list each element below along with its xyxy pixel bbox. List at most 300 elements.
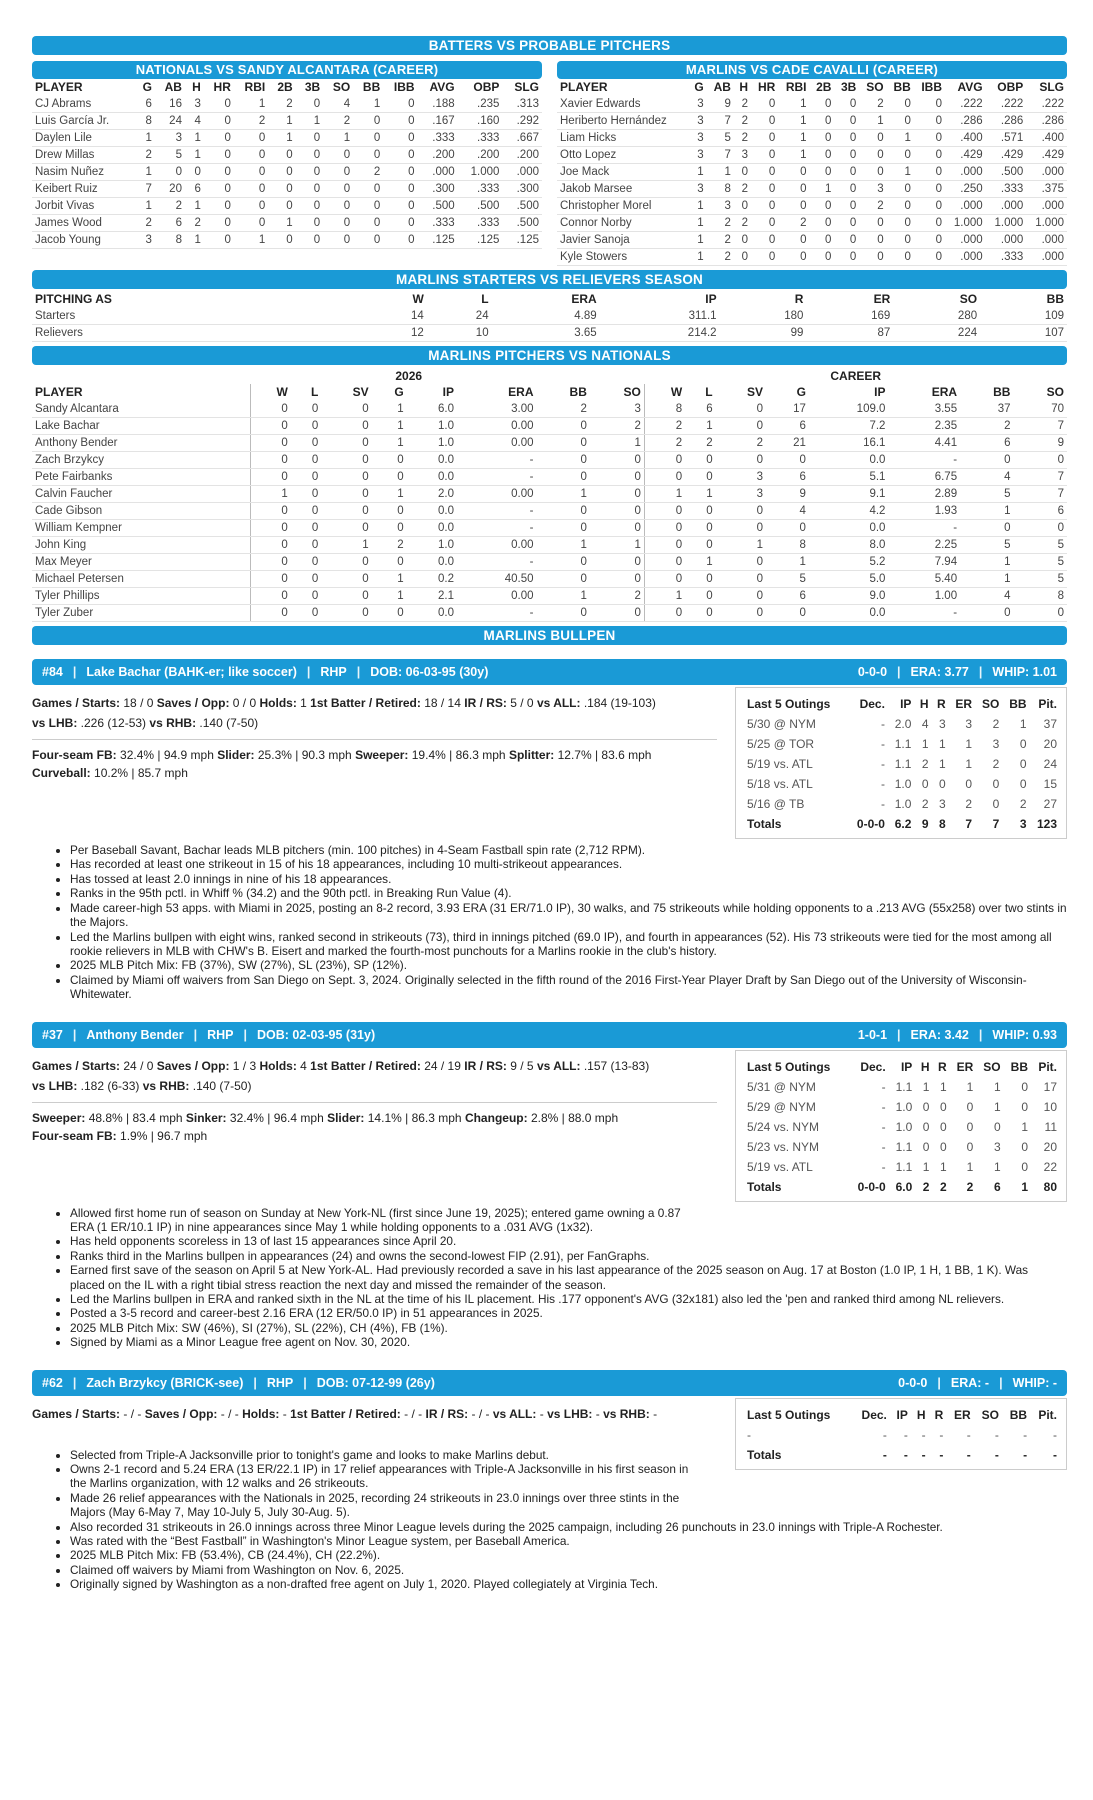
cell: 0 [291,588,322,605]
pitch-label: Curveball: [32,766,91,781]
cell: .333 [458,215,503,232]
cell: 0 [914,96,945,113]
cell: 1 [960,503,1013,520]
cell: 0 [734,249,751,266]
cell: 1 [185,198,204,215]
cell: CJ Abrams [32,96,135,113]
cell: 5/23 vs. NYM [747,1139,820,1154]
cell: .167 [418,113,458,130]
pitcher-row [32,418,1067,435]
cell: 0 [751,147,778,164]
cell: 8 [707,181,734,198]
section-header-starters-relievers: MARLINS STARTERS VS RELIEVERS SEASON [32,270,1067,289]
pitcher-name: Anthony Bender [86,1027,184,1042]
cell: 1.1 [895,1079,913,1094]
pitcher-card [32,1022,1067,1350]
cell: 2 [716,435,766,452]
cell: 8 [155,232,185,249]
cell: Anthony Bender [32,435,250,452]
cell: 0 [250,588,291,605]
cell: 0 [155,164,185,181]
cell: 0 [321,520,371,537]
divider: | [72,665,77,680]
divider: | [253,1375,257,1390]
cell: 0 [938,777,946,792]
note: • Claimed by Miami off waivers from San Diego on Sept. 3, 2024. Originally selected in the fifth round of the 2016 First-Year Player Draft by San Diego out of the University of Wisconsin-Whitewater. [70,973,1067,1002]
cell: 0 [291,554,322,571]
column-header: H [920,1059,930,1074]
column-header: ERA [508,385,534,400]
cell: 6 [766,588,809,605]
cell: - [457,520,537,537]
outing-row [744,1425,1060,1445]
column-header: BB [993,385,1011,400]
cell: 1 [321,537,371,554]
cell: 0 [965,777,973,792]
record: 0-0-0 [857,665,888,680]
cell: 1 [960,571,1013,588]
cell: 1 [537,588,590,605]
note: • Earned first save of the season on April 5 at New York-AL. Had previously recorded a save in his last appearance of the 2025 season on Aug. 17 at Boston (1.0 IP, 1 H, 1 BB, 1 K). Was placed on the IL with a right tibial stress reaction the next day and missed the remainder of the season. [70,1263,1067,1292]
cell: 5 [155,147,185,164]
cell: 0 [940,1119,947,1134]
cell: 0 [778,249,809,266]
cell: 1 [234,96,268,113]
cell: 4 [921,717,929,732]
cell: 0 [716,452,766,469]
cell: .250 [945,181,986,198]
cell: 1.000 [986,215,1027,232]
cell: .000 [1026,249,1067,266]
totals-row [744,1445,1060,1465]
cell: 0 [685,571,716,588]
cell: 0 [590,554,645,571]
cell: 0 [716,401,766,418]
cell: Sandy Alcantara [32,401,250,418]
cell: 0 [685,537,716,554]
cell: 0 [834,164,859,181]
cell: 0 [234,198,268,215]
cell: 0 [383,113,417,130]
pitcher-row [32,435,1067,452]
pitch-mix [32,1102,717,1145]
cell: 0 [383,130,417,147]
cell: 21 [766,435,809,452]
column-header: IBB [393,80,415,95]
cell: 0 [809,113,834,130]
divider: | [243,1027,247,1042]
cell: 4 [766,503,809,520]
cell: 2 [185,215,204,232]
cell: .222 [1026,96,1067,113]
cell: 0 [778,232,809,249]
cell: 0 [887,147,914,164]
cell: 0 [644,503,685,520]
cell: 0 [751,96,778,113]
pitcher-row [32,503,1067,520]
cell: 1 [250,486,291,503]
last-5-header [744,694,1060,714]
cell: .500 [986,164,1027,181]
cell: 0.2 [407,571,457,588]
cell: 5 [1013,554,1067,571]
note: • Also recorded 31 strikeouts in 26.0 innings across three Minor League levels during the 2025 campaign, including 26 punchouts in 23.0 innings with Triple-A Rochester. [70,1520,1067,1534]
stat-value: 18 / 0 [120,696,157,711]
batter-row [32,181,542,198]
stat-label: 1st Batter / Retired: [290,1406,401,1421]
pitcher-card [32,1370,1067,1592]
cell: 0 [291,486,322,503]
cell: 0 [734,164,751,181]
cell: 4 [185,113,204,130]
cell: 1 [859,113,886,130]
cell: 1.1 [894,757,912,772]
stat-value: 24 / 0 [120,1058,157,1073]
cell: 3.00 [457,401,537,418]
cell: - [881,1139,886,1154]
cell: - [888,520,960,537]
cell: 3 [689,147,707,164]
cell: 3.65 [492,325,600,342]
cell: 0 [353,113,383,130]
cell: 5/16 @ TB [747,797,805,812]
cell: 0 [751,181,778,198]
cell: 5/31 @ NYM [747,1079,816,1094]
mix-line [32,1127,717,1145]
cell: Luis García Jr. [32,113,135,130]
cell: 0 [590,520,645,537]
cell: 0 [834,113,859,130]
cell: Michael Petersen [32,571,250,588]
cell: 2 [590,418,645,435]
column-header: HR [757,80,776,95]
cell: Starters [32,308,362,325]
cell: 0 [291,571,322,588]
cell: 224 [893,325,980,342]
cell: Heriberto Hernández [557,113,689,130]
cell: 0 [250,452,291,469]
outing-row [744,774,1060,794]
cell: 0 [185,164,204,181]
cell: 24 [427,308,492,325]
cell: 6 [1013,503,1067,520]
jersey-number: #62 [42,1375,63,1390]
cell: 1 [234,232,268,249]
cell: 2 [707,232,734,249]
nats-vs-header: NATIONALS VS SANDY ALCANTARA (CAREER) [32,61,542,79]
cell: 5/24 vs. NYM [747,1119,820,1134]
cell: .222 [986,96,1027,113]
column-header: RBI [244,80,266,95]
column-header: BB [362,80,381,95]
cell: 1 [940,1159,947,1174]
stat-value: - / - [468,1406,493,1421]
cell: 0 [809,130,834,147]
cell: 0 [1021,1099,1029,1114]
cell: .400 [1026,130,1067,147]
column-header: BB [1009,1407,1028,1422]
cell: 0 [859,147,886,164]
cell: 0.00 [457,418,537,435]
cell: 0.0 [407,605,457,622]
mix-line [32,746,717,764]
cell: 1 [809,181,834,198]
stat-value: 1 [296,696,311,711]
cell: 1 [965,737,973,752]
cell: 0 [834,198,859,215]
cell: 0 [537,452,590,469]
cell: 1.1 [894,737,912,752]
cell: - [880,737,885,752]
column-header: PLAYER [35,80,83,95]
column-header: H [919,697,929,712]
cell: - [966,1447,971,1462]
cell: 0 [778,181,809,198]
cell: 3 [689,113,707,130]
cell: .200 [458,147,503,164]
marlins-vs-header: MARLINS VS CADE CAVALLI (CAREER) [557,61,1067,79]
cell: 0 [291,503,322,520]
cell: - [888,605,960,622]
bvp-tables [32,61,1067,266]
cell: 0 [250,435,291,452]
cell: 1 [537,537,590,554]
cell: 7 [1013,418,1067,435]
cell: 24 [155,113,185,130]
cell: 0 [859,215,886,232]
cell: 0 [766,520,809,537]
cell: 0 [887,113,914,130]
pitcher-bar-left [42,1370,435,1396]
cell: 0 [323,215,353,232]
cell: 9 [707,96,734,113]
cell: 4 [960,469,1013,486]
cell: 0 [291,418,322,435]
batter-row [32,198,542,215]
column-header: G [694,80,704,95]
cell: 0 [834,249,859,266]
cell: 0 [1019,757,1027,772]
cell: 1 [689,249,707,266]
cell: 0 [685,520,716,537]
stats-line [32,713,717,733]
column-header: AVG [957,80,983,95]
column-header: IP [705,292,717,307]
pitch-value: 32.4% | 94.9 mph [116,748,218,763]
cell: 0 [353,147,383,164]
divider: | [897,665,901,680]
stat-label: IR / RS: [464,1058,507,1073]
stat-label: vs ALL: [492,1406,537,1421]
cell: 0 [644,605,685,622]
cell: 1.000 [945,215,986,232]
column-header: SLG [514,80,539,95]
cell: 0 [685,503,716,520]
pitch-label: Splitter: [508,748,555,763]
cell: Jorbit Vivas [32,198,135,215]
cell: 0 [321,452,371,469]
column-header: Pit. [1038,697,1057,712]
cell: 0 [321,435,371,452]
column-header: BB [1010,1059,1029,1074]
cell: 1 [644,588,685,605]
cell: 0 [751,164,778,181]
cell: 0 [921,777,929,792]
cell: 109 [980,308,1067,325]
stat-value: 18 / 14 [420,696,465,711]
column-header: ERA [931,385,958,400]
pitcher-stats [32,1048,717,1202]
cell: 0 [766,452,809,469]
column-header: G [142,80,152,95]
cell: 0 [234,181,268,198]
cell: 0 [993,1119,1001,1134]
stat-label: Holds: [259,696,297,711]
cell: 0 [296,147,323,164]
cell: 0 [809,198,834,215]
column-header: HR [213,80,231,95]
cell: 0 [234,164,268,181]
cell: 3 [155,130,185,147]
cell: 14 [362,308,427,325]
cell: 0 [291,469,322,486]
cell: 0 [914,215,945,232]
pitching-as-row [32,325,1067,342]
note: • Owns 2-1 record and 5.24 ERA (13 ER/22.1 IP) in 17 relief appearances with Triple-A Jacksonville in his first season in the Marlins organization, with 12 walks and 26 strikeouts. [70,1462,1067,1491]
cell: 0 [590,503,645,520]
cell: 3 [707,198,734,215]
cell: 0 [922,1099,930,1114]
cell: 0 [922,1119,930,1134]
cell: 0 [1021,1079,1029,1094]
batter-row [557,130,1067,147]
cell: 1.00 [888,588,960,605]
outing-row [744,1117,1060,1137]
cell: 0 [834,130,859,147]
column-header: Last 5 Outings [747,697,831,712]
batter-row [557,249,1067,266]
cell: 2 [992,717,1000,732]
column-header: W [670,385,683,400]
cell: 2 [965,797,973,812]
cell: 0 [685,469,716,486]
batter-row [32,232,542,249]
cell: 1 [1021,1179,1029,1194]
cell: 1 [922,1159,930,1174]
cell: 2 [372,537,407,554]
cell: 0 [1019,777,1027,792]
cell: 2 [323,113,353,130]
cell: 9 [1013,435,1067,452]
cell: 3.55 [888,401,960,418]
cell: 0 [914,113,945,130]
cell: .400 [945,130,986,147]
cell: 0 [204,130,234,147]
cell: 5/18 vs. ATL [747,777,813,792]
cell: 5/29 @ NYM [747,1099,816,1114]
cell: Christopher Morel [557,198,689,215]
column-header: AB [713,80,731,95]
cell: 1.93 [888,503,960,520]
cell: 2 [734,130,751,147]
cell: 37 [1043,717,1057,732]
column-header: IP [442,385,454,400]
cell: 7 [965,817,973,832]
cell: 6 [766,469,809,486]
cell: 0 [321,418,371,435]
cell: 0 [859,130,886,147]
cell: 1 [689,164,707,181]
cell: 2 [966,1179,974,1194]
cell: 0 [887,181,914,198]
cell: 0 [250,401,291,418]
cell: 0 [1013,452,1067,469]
cell: 0 [644,537,685,554]
stat-value: - [592,1406,604,1421]
dob: DOB: 07-12-99 (26y) [316,1375,435,1390]
cell: .235 [458,96,503,113]
column-header: IP [874,385,886,400]
pitcher-bar-right [858,1022,1057,1048]
pitcher-bar [32,1022,1067,1048]
cell: 1 [689,215,707,232]
stat-label: vs RHB: [149,716,197,731]
note: • Per Baseball Savant, Bachar leads MLB pitchers (min. 100 pitches) in 4-Seam Fastball spin rate (2,712 RPM). [70,843,1067,857]
cell: - [457,452,537,469]
cell: 6 [185,181,204,198]
cell: Connor Norby [557,215,689,232]
cell: 1.1 [895,1159,913,1174]
column-header: Dec. [861,1407,887,1422]
cell: 2 [707,215,734,232]
column-header: OBP [473,80,500,95]
stat-label: Saves / Opp: [156,696,230,711]
cell: 0 [590,486,645,503]
cell: 7.2 [809,418,889,435]
cell: 0 [537,435,590,452]
cell: .125 [502,232,542,249]
cell: - [881,1159,886,1174]
stat-value: .157 (13-83) [580,1058,650,1073]
cell: 1 [590,537,645,554]
cell: 6 [135,96,155,113]
cell: - [921,1447,926,1462]
stat-value: 5 / 0 [506,696,537,711]
column-header: H [916,1407,926,1422]
cell: 4.89 [492,308,600,325]
column-header: Pit. [1038,1059,1057,1074]
cell: 3 [716,469,766,486]
cell: 0 [537,571,590,588]
divider: | [978,1027,983,1042]
cell: 1 [268,113,295,130]
cell: 0 [914,147,945,164]
note: • Led the Marlins bullpen in ERA and ranked sixth in the NL at the time of his IL placement. His .177 opponent's AVG (32x181) also led the 'pen and ranked third among NL relievers. [70,1292,1067,1306]
cell: 3 [965,717,973,732]
cell: 0 [590,452,645,469]
cell: 8 [938,817,946,832]
cell: 0 [204,147,234,164]
cell: 1 [353,96,383,113]
pitcher-bar-left [42,659,488,685]
cell: 1.000 [1026,215,1067,232]
cell: 2 [590,588,645,605]
cell: 7 [135,181,155,198]
column-header: H [739,80,749,95]
dob: DOB: 06-03-95 (30y) [370,665,489,680]
pitch-label: Sweeper: [32,1110,86,1125]
cell: 0 [834,147,859,164]
